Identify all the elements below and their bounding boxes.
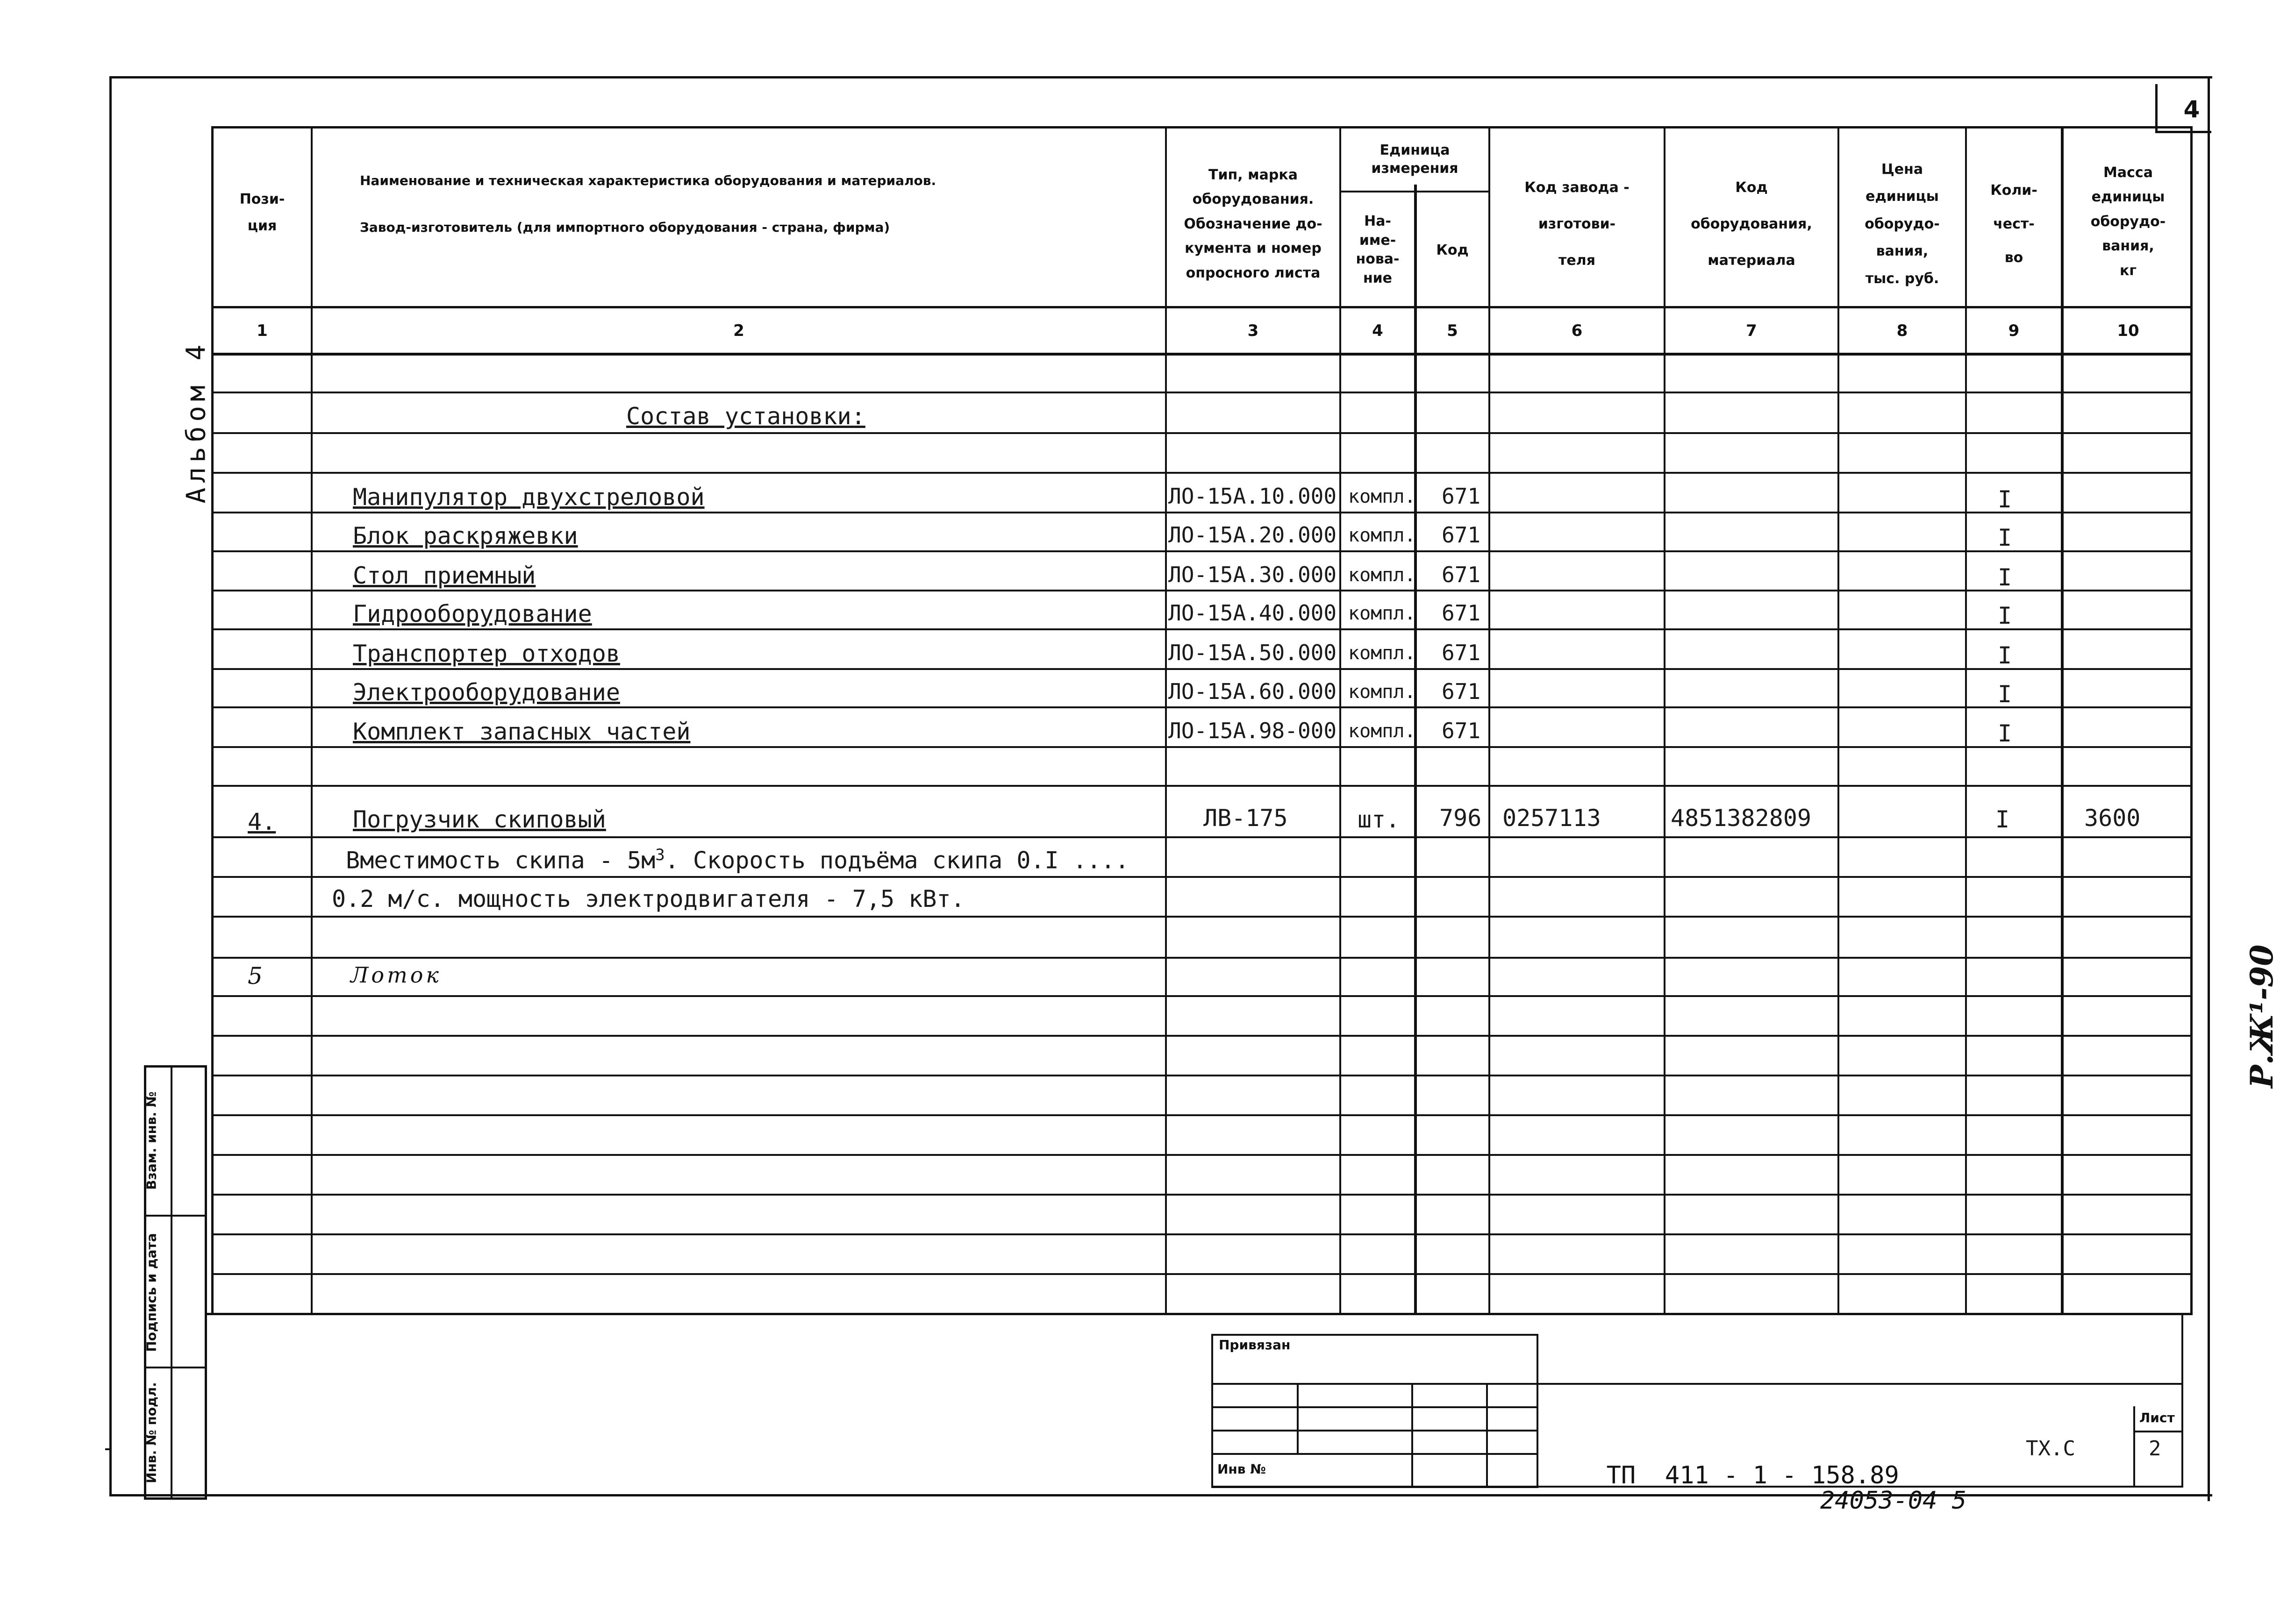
row-line bbox=[211, 668, 2193, 670]
row-6-qty: I bbox=[1998, 681, 2012, 708]
row-line bbox=[211, 706, 2193, 708]
row-line bbox=[211, 392, 2193, 393]
item4-desc-superscript: 3 bbox=[655, 846, 665, 864]
privyazan-vline2 bbox=[1411, 1383, 1413, 1488]
privyazan-vline1 bbox=[1297, 1383, 1299, 1453]
col-line-7 bbox=[1837, 126, 1839, 1315]
row-line bbox=[211, 876, 2193, 878]
header-position: Пози- ция bbox=[239, 191, 285, 234]
row-6-code: 671 bbox=[1442, 679, 1481, 704]
colnum-5: 5 bbox=[1447, 321, 1458, 340]
table-extension-line bbox=[206, 1313, 2193, 1315]
privyazan-vline3 bbox=[1486, 1383, 1488, 1488]
document-code-text: ТП 411 - 1 - 158.89 bbox=[1606, 1461, 1899, 1489]
item4-unit: шт. bbox=[1358, 806, 1400, 833]
row-3-code: 671 bbox=[1442, 562, 1481, 587]
left-margin-vzam: Взам. инв. № bbox=[143, 1091, 159, 1190]
row-line bbox=[211, 746, 2193, 748]
row-5-type: ЛО-15А.50.000 bbox=[1168, 640, 1337, 665]
row-4-unit: компл. bbox=[1348, 603, 1416, 624]
row-1-qty: I bbox=[1998, 486, 2012, 513]
header-unit-code: Код bbox=[1436, 242, 1469, 258]
header-equipment-code: Код оборудования, материала bbox=[1691, 179, 1812, 269]
item4-description-line2: 0.2 м/с. мощность электродвигателя - 7,5 кВт. bbox=[332, 885, 965, 912]
row-line bbox=[211, 995, 2193, 997]
sheet-number: 4 bbox=[2183, 96, 2200, 123]
item4-equipment-code: 4851382809 bbox=[1671, 805, 1812, 832]
row-5-unit: компл. bbox=[1348, 642, 1416, 664]
row-7-type: ЛО-15А.98-000 bbox=[1168, 718, 1337, 743]
header-mass: Масса единицы оборудо- вания, кг bbox=[2090, 164, 2166, 279]
row-2-type: ЛО-15А.20.000 bbox=[1168, 522, 1337, 548]
header-price: Цена единицы оборудо- вания, тыс. руб. bbox=[1865, 161, 1940, 287]
colnum-9: 9 bbox=[2008, 321, 2020, 340]
colnum-10: 10 bbox=[2117, 321, 2139, 340]
row-line bbox=[211, 628, 2193, 630]
colnum-bottom-line bbox=[211, 353, 2193, 356]
row-1-unit: компл. bbox=[1348, 486, 1416, 507]
item4-type: ЛВ-175 bbox=[1203, 805, 1288, 832]
list-label: Лист bbox=[2139, 1410, 2175, 1425]
row-5-name: Транспортер отходов bbox=[353, 640, 620, 667]
row-3-name: Стол приемный bbox=[353, 562, 536, 589]
row-7-unit: компл. bbox=[1348, 720, 1416, 742]
outer-frame-right-edge bbox=[2208, 76, 2210, 1501]
colnum-4: 4 bbox=[1372, 321, 1383, 340]
list-number: 2 bbox=[2149, 1437, 2161, 1460]
row-3-type: ЛО-15А.30.000 bbox=[1168, 562, 1337, 587]
row-2-name: Блок раскряжевки bbox=[353, 522, 578, 549]
item4-name: Погрузчик скиповый bbox=[353, 806, 606, 833]
left-stamp-divider bbox=[171, 1065, 172, 1500]
page-tick bbox=[105, 1448, 112, 1450]
colnum-7: 7 bbox=[1746, 321, 1757, 340]
row-line bbox=[211, 1035, 2193, 1037]
row-4-name: Гидрооборудование bbox=[353, 600, 592, 627]
item4-code: 796 bbox=[1439, 805, 1482, 832]
header-type: Тип, марка оборудования. Обозначение до- кумента и номер опросного листа bbox=[1184, 166, 1322, 281]
album-label: Альбом 4 bbox=[181, 340, 212, 504]
row-line bbox=[211, 432, 2193, 434]
row-line bbox=[211, 1194, 2193, 1196]
colnum-3: 3 bbox=[1247, 321, 1259, 340]
row-line bbox=[211, 472, 2193, 474]
row-line bbox=[211, 512, 2193, 513]
row-line bbox=[211, 1154, 2193, 1156]
privyazan-line1 bbox=[1211, 1383, 1538, 1385]
colnum-8: 8 bbox=[1896, 321, 1908, 340]
row-line bbox=[211, 1075, 2193, 1076]
item4-mass: 3600 bbox=[2084, 805, 2141, 832]
row-line bbox=[211, 785, 2193, 787]
row-6-type: ЛО-15А.60.000 bbox=[1168, 679, 1337, 704]
side-stamp: Р.Ж¹-90 bbox=[2244, 944, 2280, 1088]
title-block-top bbox=[1538, 1383, 2183, 1385]
bottom-number: 24053-04 5 bbox=[1820, 1487, 1967, 1515]
row-line bbox=[211, 1114, 2193, 1116]
list-box-divider bbox=[2133, 1431, 2182, 1432]
unit-group-divider bbox=[1339, 191, 1488, 192]
item4-description-line1 bbox=[346, 846, 1129, 874]
row-line bbox=[211, 916, 2193, 918]
privyazan-line2 bbox=[1211, 1406, 1538, 1408]
row-2-qty: I bbox=[1998, 524, 2012, 551]
header-unit-name: На- име- нова- ние bbox=[1356, 213, 1400, 286]
row-7-code: 671 bbox=[1442, 718, 1481, 743]
col-line-9 bbox=[2061, 126, 2064, 1315]
row-7-qty: I bbox=[1998, 720, 2012, 747]
header-name-line1: Наименование и техническая характеристика оборудования и материалов. bbox=[360, 173, 936, 188]
row-1-name: Манипулятор двухстреловой bbox=[353, 484, 705, 511]
colnum-1: 1 bbox=[257, 321, 268, 340]
header-name-line2: Завод-изготовитель (для импортного оборудования - страна, фирма) bbox=[360, 220, 890, 235]
row-4-qty: I bbox=[1998, 602, 2012, 629]
row-line bbox=[211, 1233, 2193, 1235]
col-line-2 bbox=[1165, 126, 1167, 1315]
privyazan-line3 bbox=[1211, 1430, 1538, 1432]
row-2-code: 671 bbox=[1442, 522, 1481, 548]
colnum-2: 2 bbox=[733, 321, 744, 340]
row-5-qty: I bbox=[1998, 642, 2012, 669]
item4-position: 4. bbox=[248, 808, 276, 835]
inv-no-label: Инв № bbox=[1217, 1461, 1266, 1477]
row-line bbox=[211, 550, 2193, 552]
row-6-unit: компл. bbox=[1348, 681, 1416, 703]
item4-qty: I bbox=[1995, 806, 2010, 833]
row-line bbox=[211, 957, 2193, 959]
row-line bbox=[211, 590, 2193, 591]
item4-desc-part-a: Вместимость скипа - 5м bbox=[346, 847, 656, 874]
row-1-type: ЛО-15А.10.000 bbox=[1168, 484, 1337, 509]
row-2-unit: компл. bbox=[1348, 525, 1416, 546]
outer-frame-top-edge bbox=[109, 76, 2212, 78]
row-4-type: ЛО-15А.40.000 bbox=[1168, 600, 1337, 626]
document-code bbox=[1577, 1433, 1899, 1489]
privyazan-line4 bbox=[1211, 1453, 1538, 1455]
header-quantity: Коли- чест- во bbox=[1990, 182, 2037, 266]
row-5-code: 671 bbox=[1442, 640, 1481, 665]
row-line bbox=[211, 1273, 2193, 1275]
col-line-6 bbox=[1664, 126, 1665, 1315]
item5-name: Лоток bbox=[350, 962, 442, 988]
header-plant-code: Код завода - изготови- теля bbox=[1524, 179, 1630, 269]
item4-desc-part-b: . Скорость подъёма скипа 0.I .... bbox=[665, 847, 1129, 874]
row-7-name: Комплект запасных частей bbox=[353, 718, 691, 745]
section-title: Состав установки: bbox=[626, 403, 865, 430]
left-margin-podpis: Подпись и дата bbox=[143, 1233, 159, 1352]
privyazan-label: Привязан bbox=[1219, 1337, 1291, 1353]
row-1-code: 671 bbox=[1442, 484, 1481, 509]
header-unit-group: Единица измерения bbox=[1371, 142, 1458, 177]
col-line-1 bbox=[311, 126, 313, 1315]
col-line-8 bbox=[1965, 126, 1967, 1315]
row-3-unit: компл. bbox=[1348, 564, 1416, 586]
col-line-5 bbox=[1488, 126, 1490, 1315]
row-4-code: 671 bbox=[1442, 600, 1481, 626]
item5-position: 5 bbox=[248, 962, 263, 990]
item4-plant-code: 0257113 bbox=[1502, 805, 1601, 832]
left-stamp-sep1 bbox=[144, 1215, 207, 1217]
row-6-name: Электрооборудование bbox=[353, 679, 620, 706]
colnum-6: 6 bbox=[1571, 321, 1583, 340]
row-3-qty: I bbox=[1998, 564, 2012, 591]
left-margin-inv-podl: Инв. № подл. bbox=[143, 1382, 159, 1483]
row-line bbox=[211, 836, 2193, 838]
document-suffix: ТХ.С bbox=[2026, 1437, 2075, 1460]
